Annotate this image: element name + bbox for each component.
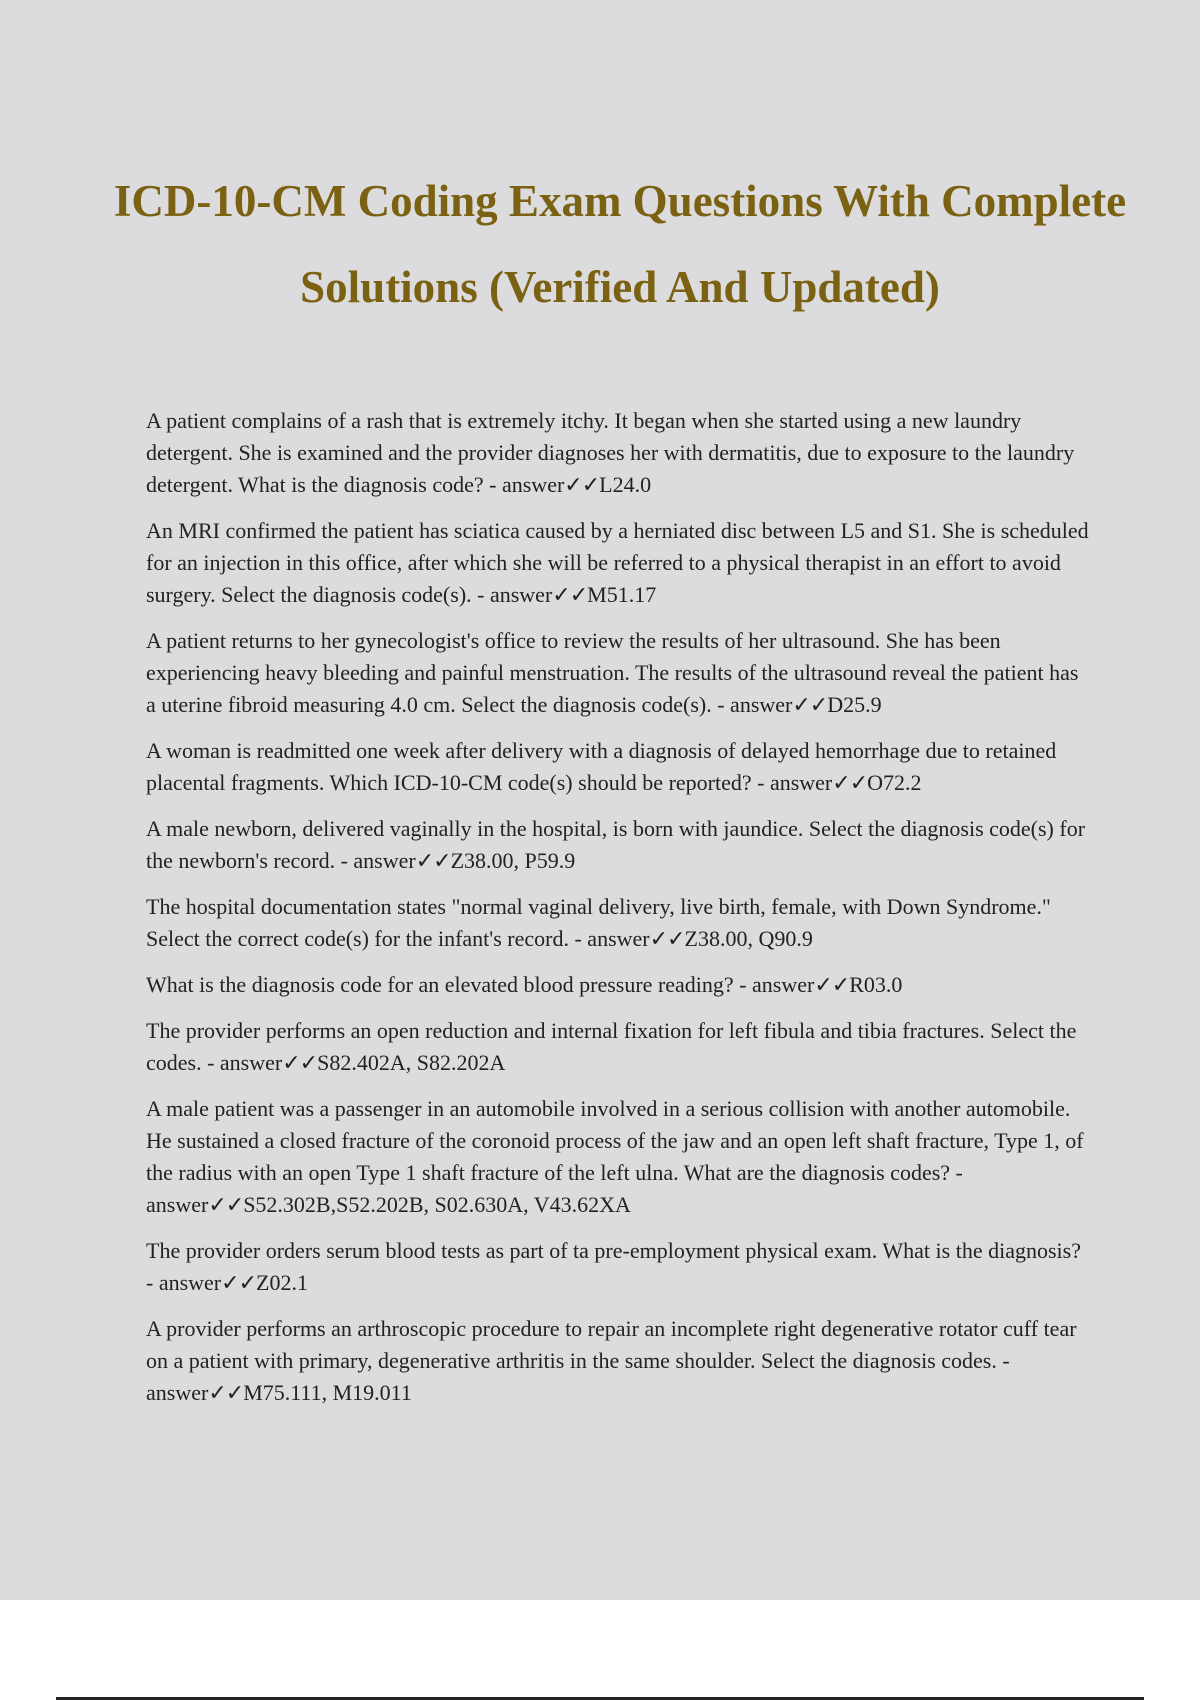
double-check-icon: ✓✓ (832, 770, 868, 795)
answer-code: M51.17 (587, 582, 657, 607)
answer-code: M75.111, M19.011 (243, 1380, 412, 1405)
question-text: A provider performs an arthroscopic procedure to repair an incomplete right degenerative rotator cuff tear on a patient with primary, degenerative arthritis in the same shoulder. Select the diagnosis codes. (146, 1316, 1077, 1373)
question-text: A patient complains of a rash that is extremely itchy. It began when she started using a new laundry detergent. She is examined and the provider diagnoses her with dermatitis, due to exposure to the laundry detergent. What is the diagnosis code? (146, 408, 1075, 497)
answer-prefix: - answer (711, 692, 793, 717)
question-text: The provider performs an open reduction and internal fixation for left fibula and tibia fractures. Select the codes. (146, 1018, 1077, 1075)
answer-prefix: - answer (568, 926, 650, 951)
question-text: A male patient was a passenger in an automobile involved in a serious collision with another automobile. He sustained a closed fracture of the coronoid process of the jaw and an open left shaft fracture, Type 1, of the radius with an open Type 1 shaft fracture of the left ulna. What are the diagnosis codes? (146, 1096, 1084, 1185)
question-text: A woman is readmitted one week after delivery with a diagnosis of delayed hemorrhage due to retained placental fragments. Which ICD-10-CM code(s) should be reported? (146, 738, 1057, 795)
question-item (146, 515, 1090, 611)
answer-code: R03.0 (849, 972, 903, 997)
question-item (146, 735, 1090, 799)
answer-prefix: - answer (751, 770, 833, 795)
question-text: A patient returns to her gynecologist's office to review the results of her ultrasound. She has been experiencing heavy bleeding and painful menstruation. The results of the ultrasound reveal the patient has a uterine fibroid measuring 4.0 cm. Select the diagnosis code(s). (146, 628, 1079, 717)
answer-prefix: - answer (146, 1270, 222, 1295)
question-text: A male newborn, delivered vaginally in the hospital, is born with jaundice. Select the diagnosis code(s) for the newborn's record. (146, 816, 1086, 873)
question-item (146, 405, 1090, 501)
question-text: The hospital documentation states "normal vaginal delivery, live birth, female, with Down Syndrome." Select the correct code(s) for the infant's record. (146, 894, 1051, 951)
answer-code: S82.402A, S82.202A (317, 1050, 506, 1075)
answer-code: Z38.00, Q90.9 (684, 926, 813, 951)
double-check-icon: ✓✓ (564, 472, 600, 497)
answer-prefix: - answer (483, 472, 565, 497)
answer-code: D25.9 (827, 692, 882, 717)
answer-prefix: - answer (733, 972, 815, 997)
double-check-icon: ✓✓ (208, 1380, 244, 1405)
question-item (146, 969, 1090, 1001)
question-text: The provider orders serum blood tests as part of ta pre-employment physical exam. What is the diagnosis? (146, 1238, 1081, 1263)
double-check-icon: ✓✓ (282, 1050, 318, 1075)
answer-prefix: - answer (335, 848, 416, 873)
answer-prefix: - answer (146, 1160, 963, 1217)
answer-code: O72.2 (867, 770, 922, 795)
question-text: What is the diagnosis code for an elevated blood pressure reading? (146, 972, 734, 997)
question-item (146, 1313, 1090, 1409)
double-check-icon: ✓✓ (208, 1192, 244, 1217)
answer-code: Z02.1 (256, 1270, 308, 1295)
answer-prefix: - answer (471, 582, 553, 607)
question-item (146, 1093, 1090, 1221)
answer-prefix: - answer (146, 1348, 1010, 1405)
double-check-icon: ✓✓ (221, 1270, 257, 1295)
question-item (146, 1235, 1090, 1299)
question-list (146, 405, 1090, 1423)
question-text: An MRI confirmed the patient has sciatica caused by a herniated disc between L5 and S1. She is scheduled for an injection in this office, after which she will be referred to a physical therapist in an effort to avoid surgery. Select the diagnosis code(s). (146, 518, 1089, 607)
double-check-icon: ✓✓ (415, 848, 451, 873)
answer-prefix: - answer (201, 1050, 283, 1075)
double-check-icon: ✓✓ (792, 692, 828, 717)
answer-code: Z38.00, P59.9 (450, 848, 576, 873)
double-check-icon: ✓✓ (552, 582, 588, 607)
question-item (146, 1015, 1090, 1079)
double-check-icon: ✓✓ (814, 972, 850, 997)
question-item (146, 625, 1090, 721)
double-check-icon: ✓✓ (649, 926, 685, 951)
question-item (146, 891, 1090, 955)
question-item (146, 813, 1090, 877)
answer-code: L24.0 (599, 472, 652, 497)
document-title: ICD-10-CM Coding Exam Questions With Complete Solutions (Verified And Updated) (113, 176, 1127, 312)
answer-code: S52.302B,S52.202B, S02.630A, V43.62XA (243, 1192, 631, 1217)
